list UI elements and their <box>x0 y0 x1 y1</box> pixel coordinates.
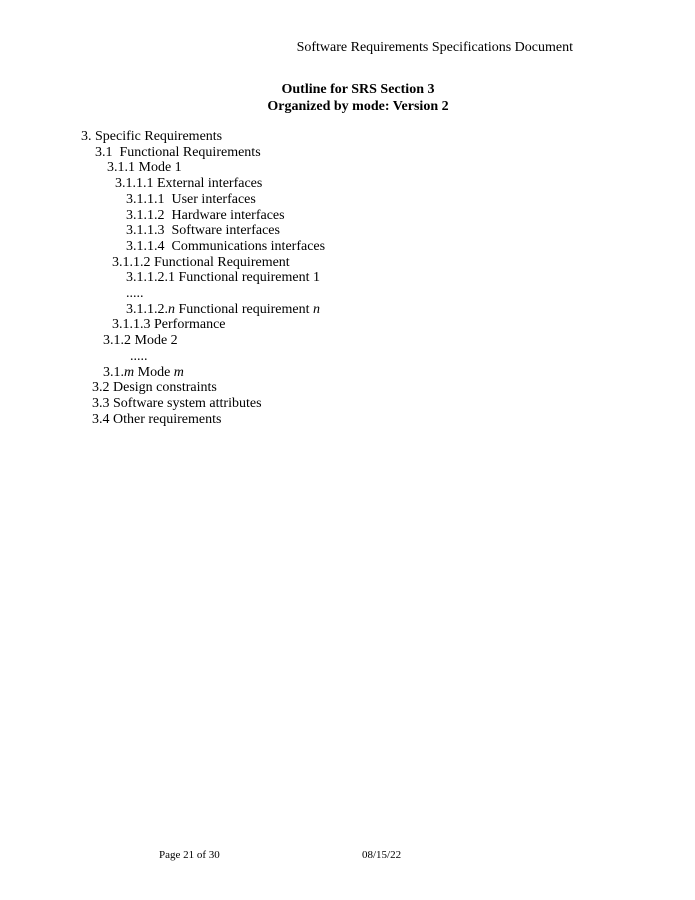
title-block <box>0 82 695 115</box>
outline-label: Functional Requirements <box>119 144 261 160</box>
outline-number: 3. <box>81 129 92 144</box>
outline-item <box>115 176 262 192</box>
outline-number-variable: m <box>124 364 135 380</box>
outline-label: Other requirements <box>113 411 222 427</box>
outline-number: 3.1.1.2 <box>126 207 165 223</box>
outline-label-variable: n <box>313 301 321 317</box>
outline-number <box>103 365 134 380</box>
outline-number: 3.1.1.3 <box>112 317 151 333</box>
outline-ellipsis: ..... <box>130 348 148 364</box>
outline-item <box>126 239 325 255</box>
outline-number-prefix: 3.1. <box>103 364 124 380</box>
footer-date: 08/15/22 <box>362 849 402 861</box>
outline-number: 3.1.1.1 <box>115 176 154 192</box>
page-header: Software Requirements Specifications Document <box>296 40 573 55</box>
outline-number: 3.1.1 <box>107 160 135 176</box>
outline-item <box>126 208 285 224</box>
outline-number: 3.1.1.2.1 <box>126 270 175 286</box>
outline-label: Functional Requirement <box>154 254 290 270</box>
outline-item <box>112 317 226 333</box>
outline-number: 3.3 <box>92 395 110 411</box>
outline-item <box>103 333 178 349</box>
outline-item <box>107 160 182 176</box>
outline-label: Communications interfaces <box>171 238 326 254</box>
outline-item <box>126 302 320 318</box>
outline-item <box>92 396 262 412</box>
outline-label: Software system attributes <box>113 395 262 411</box>
outline-label-variable: m <box>173 364 184 380</box>
outline-label: Functional requirement <box>178 301 310 317</box>
outline-label: Mode 1 <box>138 160 182 176</box>
outline-label: Software interfaces <box>171 223 280 239</box>
outline-number: 3.1.1.1 <box>126 191 165 207</box>
outline-item <box>112 255 290 271</box>
outline-item <box>126 192 256 208</box>
outline-label: Mode 2 <box>134 333 178 349</box>
outline-item <box>81 129 222 145</box>
outline-number: 3.1.1.4 <box>126 238 165 254</box>
outline-item <box>103 365 184 381</box>
outline-number: 3.1.1.2 <box>112 254 151 270</box>
outline-label: Specific Requirements <box>95 129 223 144</box>
outline-number-prefix: 3.1.1.2. <box>126 301 168 317</box>
outline-ellipsis: ..... <box>126 286 144 301</box>
outline-number: 3.2 <box>92 380 110 396</box>
outline-item <box>126 270 320 286</box>
outline-label: Functional requirement 1 <box>178 270 321 286</box>
outline-item <box>92 380 217 396</box>
outline-item <box>126 223 280 239</box>
outline-label: Hardware interfaces <box>171 207 285 223</box>
outline-number <box>126 302 175 317</box>
outline-label: Design constraints <box>113 380 217 396</box>
outline-item <box>92 412 221 428</box>
outline-number: 3.1 <box>95 144 113 160</box>
title-line-2: Organized by mode: Version 2 <box>267 98 449 114</box>
title-line-1: Outline for SRS Section 3 <box>281 82 435 97</box>
outline-label: Performance <box>154 317 226 333</box>
outline-label: User interfaces <box>171 191 256 207</box>
outline-number: 3.1.1.3 <box>126 223 165 239</box>
outline-label: Mode <box>137 364 171 380</box>
outline-number: 3.4 <box>92 411 110 427</box>
footer-page-number: Page 21 of 30 <box>159 849 220 861</box>
outline-number-variable: n <box>168 301 175 317</box>
outline-label: External interfaces <box>157 176 263 192</box>
outline-item <box>95 145 261 161</box>
outline-number: 3.1.2 <box>103 333 131 349</box>
